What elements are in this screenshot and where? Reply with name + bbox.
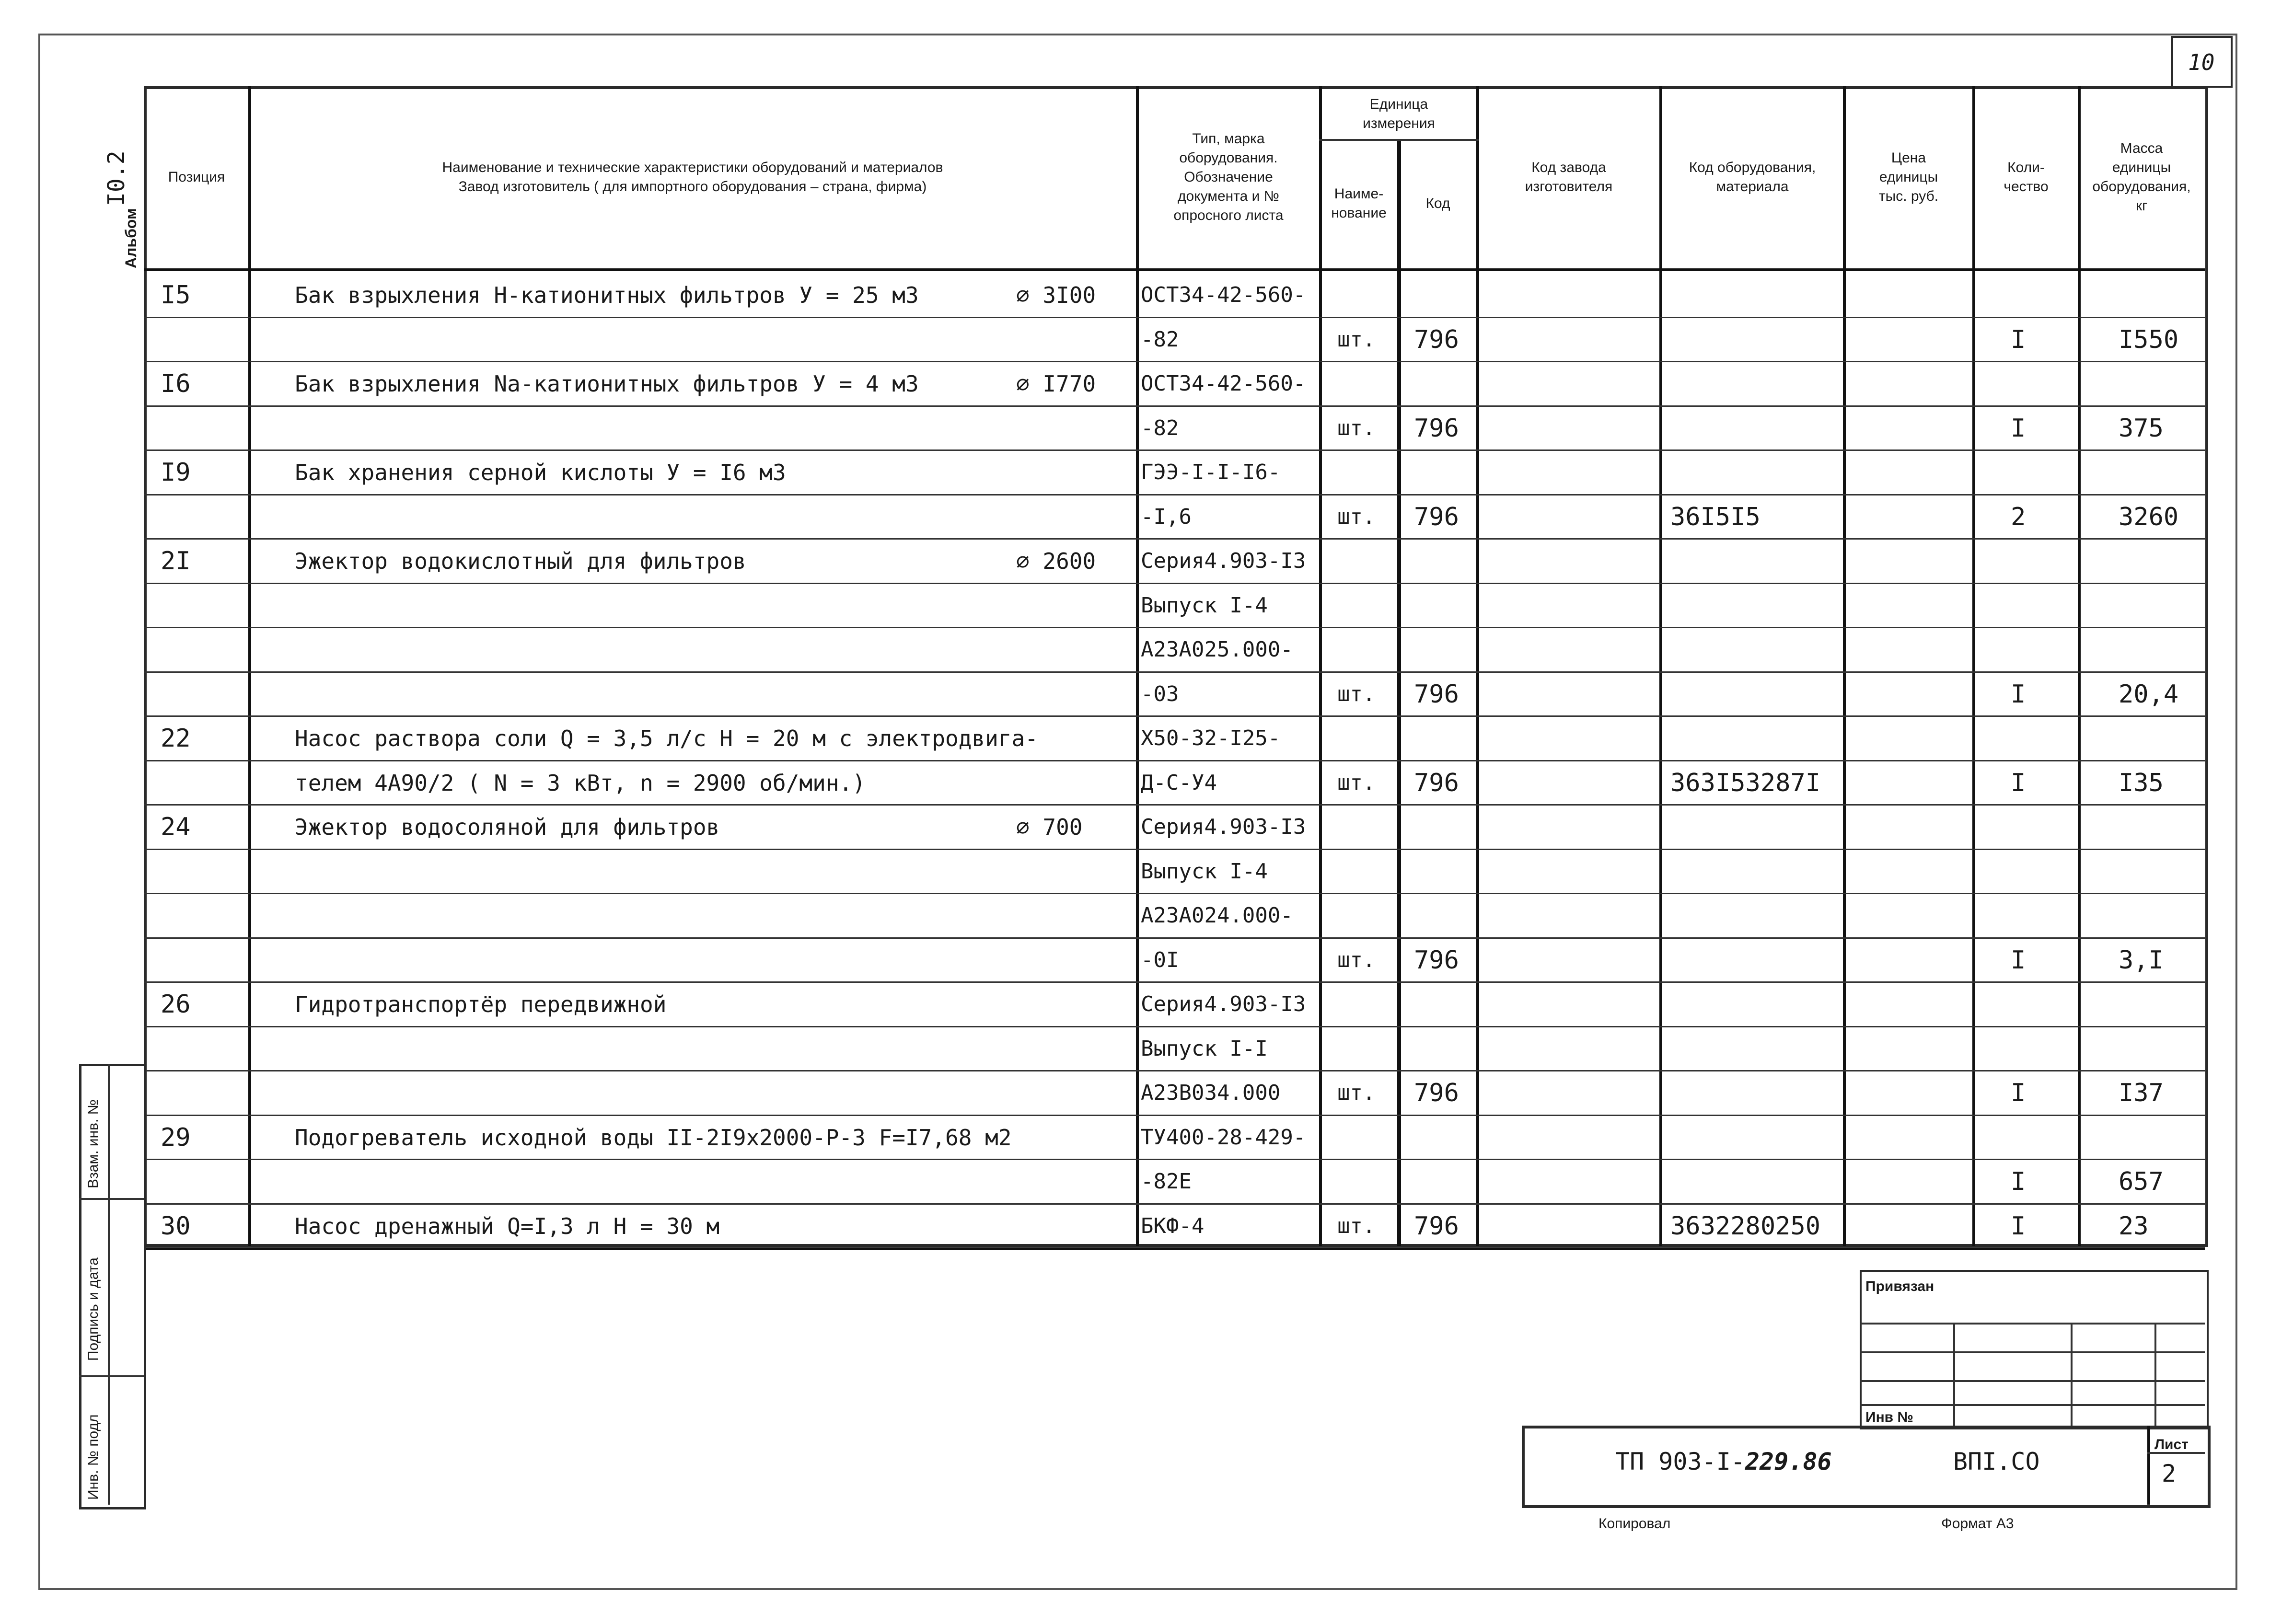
cell-unit-name: шт. <box>1337 1081 1376 1105</box>
cell-diameter: ⌀ 2600 <box>1016 548 1096 574</box>
privyazan-vline-2 <box>2071 1323 2073 1426</box>
cell-type: Серия4.903-I3 <box>1141 549 1306 573</box>
cell-type: Серия4.903-I3 <box>1141 992 1306 1016</box>
row-divider <box>144 849 2205 850</box>
cell-position: 30 <box>161 1211 191 1241</box>
header-qty: Коли- чество <box>2004 160 2049 195</box>
cell-type: Выпуск I-I <box>1141 1036 1268 1061</box>
row-divider <box>144 317 2205 318</box>
cell-type: ОСТ34-42-560- <box>1141 371 1306 396</box>
cell-mass: 23 <box>2119 1211 2149 1241</box>
row-divider <box>144 893 2205 894</box>
cell-unit-name: шт. <box>1337 770 1376 795</box>
side-stamp-divider <box>108 1064 110 1505</box>
cell-position: 2I <box>161 547 191 576</box>
cell-unit-code: 796 <box>1414 502 1459 531</box>
row-divider <box>144 1159 2205 1160</box>
footer-format: Формат А3 <box>1941 1516 2014 1532</box>
privyazan-line-1 <box>1860 1323 2205 1325</box>
header-unit-group: Единица измерения <box>1363 96 1435 131</box>
cell-type: Выпуск I-4 <box>1141 859 1268 884</box>
cell-name: Гидротранспортёр передвижной <box>295 991 667 1017</box>
cell-name: Насос раствора соли Q = 3,5 л/с Н = 20 м с электродвига- <box>295 726 1038 751</box>
privyazan-label: Привязан <box>1865 1278 1934 1294</box>
cell-mass: I37 <box>2119 1079 2164 1107</box>
cell-diameter: ⌀ I770 <box>1016 371 1096 397</box>
cell-type: А23А025.000- <box>1141 637 1293 662</box>
sheet-code: ВПI.СО <box>1953 1448 2040 1475</box>
cell-name: Эжектор водосоляной для фильтров <box>295 814 720 840</box>
col-line-4 <box>1397 139 1401 1246</box>
doc-code-print: ТП 903-I- <box>1615 1448 1745 1475</box>
album-label: Альбом <box>122 208 139 268</box>
col-line-1 <box>248 86 251 1246</box>
row-divider <box>144 449 2205 451</box>
cell-qty: I <box>2011 1211 2026 1241</box>
cell-diameter: ⌀ 700 <box>1016 814 1083 840</box>
cell-mass: 657 <box>2119 1167 2164 1196</box>
cell-type: ТУ400-28-429- <box>1141 1125 1306 1150</box>
cell-position: 22 <box>161 724 191 753</box>
header-name: Наименование и технические характеристики оборудований и материалов Завод изготовитель ( для импортного оборудования – страна, фирма) <box>442 160 943 195</box>
cell-position: I9 <box>161 458 191 487</box>
cell-mass: 3260 <box>2119 502 2179 531</box>
row-divider <box>144 1070 2205 1071</box>
row-divider <box>144 494 2205 495</box>
cell-unit-code: 796 <box>1414 414 1459 443</box>
row-divider <box>144 583 2205 584</box>
cell-position: 26 <box>161 990 191 1019</box>
top-sheet-number: 10 <box>2188 49 2215 75</box>
cell-type: БКФ-4 <box>1141 1213 1204 1238</box>
cell-unit-code: 796 <box>1414 768 1459 797</box>
cell-mass: 375 <box>2119 414 2164 443</box>
row-divider <box>144 538 2205 540</box>
cell-name: Насос дренажный Q=I,3 л Н = 30 м <box>295 1213 720 1239</box>
side-stamp-vzam: Взам. инв. № <box>85 1099 101 1188</box>
row-divider <box>144 361 2205 362</box>
header-unit-code: Код <box>1425 196 1450 211</box>
cell-name: Бак взрыхления Н-катионитных фильтров У = 25 м3 <box>295 282 919 308</box>
header-equipment-code: Код оборудования, материала <box>1689 160 1816 195</box>
list-value: 2 <box>2162 1460 2177 1487</box>
doc-code-hand: 229.86 <box>1745 1448 1832 1475</box>
cell-unit-name: шт. <box>1337 947 1376 972</box>
cell-qty: I <box>2011 680 2026 709</box>
cell-name: Бак хранения серной кислоты У = I6 м3 <box>295 460 786 485</box>
cell-equipment-code: 363I53287I <box>1670 768 1821 797</box>
cell-qty: I <box>2011 414 2026 443</box>
privyazan-line-3 <box>1860 1380 2205 1382</box>
cell-unit-code: 796 <box>1414 680 1459 709</box>
cell-unit-name: шт. <box>1337 681 1376 706</box>
cell-mass: 3,I <box>2119 945 2164 975</box>
list-label: Лист <box>2154 1437 2189 1452</box>
side-stamp-inv: Инв. № подл <box>85 1414 101 1500</box>
cell-position: 24 <box>161 813 191 841</box>
cell-type: -0I <box>1141 947 1179 972</box>
side-stamp-line-2 <box>79 1375 144 1377</box>
title-block-list-divider <box>2147 1426 2150 1505</box>
cell-type: -82 <box>1141 327 1179 352</box>
header-position: Позиция <box>168 169 225 185</box>
cell-type: А23В034.000 <box>1141 1081 1281 1105</box>
cell-mass: I35 <box>2119 768 2164 797</box>
cell-qty: I <box>2011 1167 2026 1196</box>
cell-type: Х50-32-I25- <box>1141 726 1281 750</box>
unit-group-divider <box>1319 139 1479 141</box>
cell-unit-name: шт. <box>1337 504 1376 529</box>
header-mass: Масса единицы оборудования, кг <box>2092 140 2191 214</box>
inv-no-label: Инв № <box>1865 1409 1913 1425</box>
cell-type: ОСТ34-42-560- <box>1141 283 1306 307</box>
cell-position: I5 <box>161 281 191 310</box>
cell-unit-name: шт. <box>1337 327 1376 352</box>
row-divider <box>144 937 2205 939</box>
cell-unit-code: 796 <box>1414 325 1459 354</box>
cell-name: Эжектор водокислотный для фильтров <box>295 548 746 574</box>
row-divider <box>144 804 2205 806</box>
cell-unit-name: шт. <box>1337 415 1376 440</box>
cell-name: Подогреватель исходной воды II-2I9х2000-Р-3 F=I7,68 м2 <box>295 1124 1012 1151</box>
privyazan-line-2 <box>1860 1351 2205 1353</box>
side-stamp-line-1 <box>79 1198 144 1200</box>
side-stamp-podpis: Подпись и дата <box>85 1257 101 1361</box>
cell-position: I6 <box>161 369 191 398</box>
cell-mass: 20,4 <box>2119 680 2179 709</box>
cell-type: А23А024.000- <box>1141 903 1293 928</box>
header-type: Тип, марка оборудования. Обозначение документа и № опросного листа <box>1173 131 1284 223</box>
row-divider <box>144 627 2205 628</box>
cell-type: -82Е <box>1141 1169 1192 1194</box>
cell-name: телем 4А90/2 ( N = 3 кВт, n = 2900 об/мин.) <box>295 770 866 796</box>
cell-unit-code: 796 <box>1414 1079 1459 1107</box>
cell-type: Серия4.903-I3 <box>1141 815 1306 839</box>
footer-copied: Копировал <box>1598 1516 1671 1532</box>
doc-code <box>1615 1447 1832 1476</box>
cell-diameter: ⌀ 3I00 <box>1016 282 1096 308</box>
cell-type: -82 <box>1141 415 1179 440</box>
row-divider <box>144 715 2205 717</box>
table-body-bottom <box>144 1247 2205 1250</box>
row-divider <box>144 1115 2205 1116</box>
header-unit-name: Наиме- нование <box>1331 186 1387 221</box>
cell-position: 29 <box>161 1123 191 1152</box>
cell-equipment-code: 36I5I5 <box>1670 502 1760 531</box>
cell-qty: 2 <box>2011 502 2026 531</box>
row-divider <box>144 671 2205 673</box>
cell-type: Выпуск I-4 <box>1141 593 1268 618</box>
row-divider <box>144 1203 2205 1205</box>
row-divider <box>144 1026 2205 1027</box>
privyazan-vline-3 <box>2154 1323 2156 1426</box>
header-divider <box>144 268 2205 271</box>
cell-type: ГЭЭ-I-I-I6- <box>1141 460 1281 484</box>
row-divider <box>144 405 2205 407</box>
cell-equipment-code: 3632280250 <box>1670 1211 1821 1241</box>
cell-qty: I <box>2011 325 2026 354</box>
cell-qty: I <box>2011 945 2026 975</box>
cell-type: -I,6 <box>1141 504 1192 529</box>
cell-mass: I550 <box>2119 325 2179 354</box>
header-price: Цена единицы тыс. руб. <box>1878 150 1939 204</box>
row-divider <box>144 760 2205 761</box>
cell-name: Бак взрыхления Nа-катионитных фильтров У = 4 м3 <box>295 371 919 397</box>
cell-unit-name: шт. <box>1337 1213 1376 1238</box>
album-number: I0.2 <box>103 150 130 206</box>
header-factory-code: Код завода изготовителя <box>1525 160 1613 195</box>
row-divider <box>144 981 2205 983</box>
cell-unit-code: 796 <box>1414 1211 1459 1241</box>
cell-qty: I <box>2011 768 2026 797</box>
cell-type: -03 <box>1141 681 1179 706</box>
cell-qty: I <box>2011 1079 2026 1107</box>
cell-unit-code: 796 <box>1414 945 1459 975</box>
cell-type: Д-С-У4 <box>1141 770 1217 795</box>
privyazan-vline-1 <box>1953 1323 1955 1426</box>
